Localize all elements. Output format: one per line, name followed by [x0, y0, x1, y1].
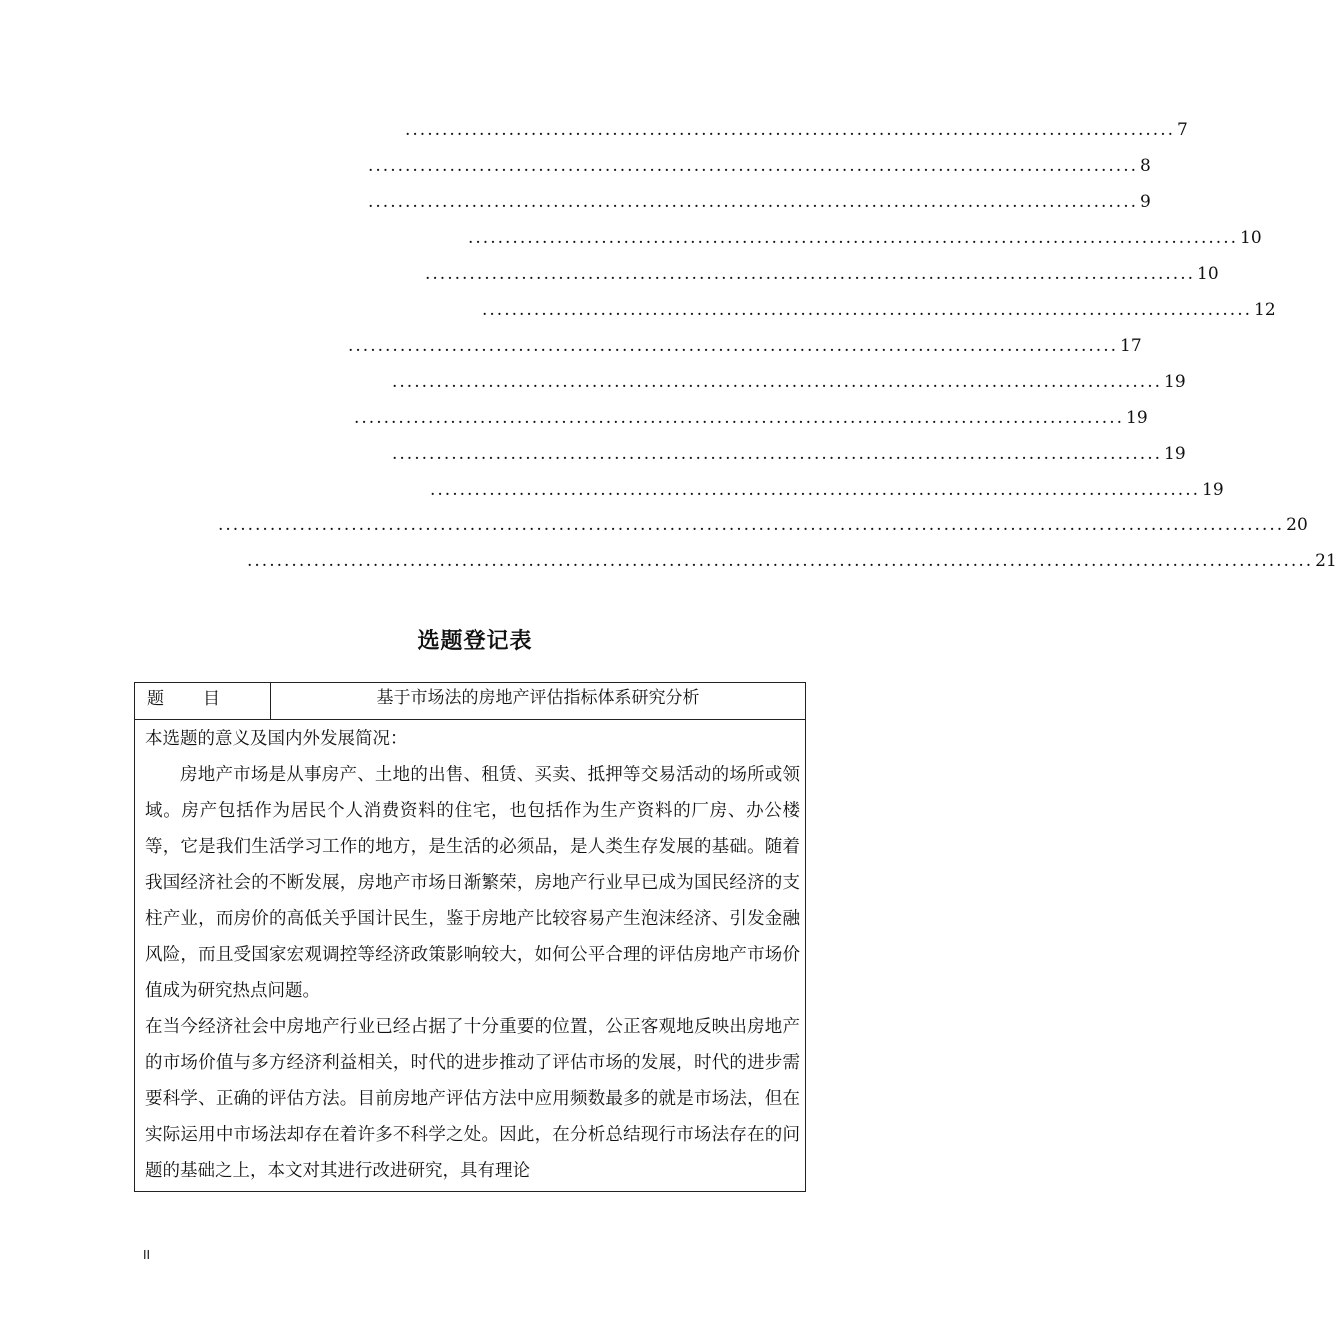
toc-entry[interactable] [482, 297, 1276, 323]
toc-leader: ........................................................................................................ [482, 300, 1252, 320]
toc-leader: ........................................................................................................ [430, 480, 1200, 500]
toc-entry[interactable] [430, 477, 1224, 503]
topic-value: 基于市场法的房地产评估指标体系研究分析 [376, 688, 700, 708]
toc-entry[interactable] [354, 405, 1148, 431]
toc-leader: ........................................................................................................ [348, 336, 1118, 356]
page-number: II [143, 1248, 151, 1262]
toc-leader: ........................................................................................................ [425, 264, 1195, 284]
toc-leader: ........................................................................................................ [368, 156, 1138, 176]
toc-page-number: 8 [1140, 156, 1151, 176]
toc-entry[interactable] [468, 225, 1262, 251]
toc-leader: ................................................................................................................................................ [247, 551, 1314, 571]
toc-page-number: 10 [1197, 264, 1219, 284]
toc-page-number: 20 [1286, 515, 1308, 535]
toc-leader: ........................................................................................................ [392, 372, 1162, 392]
toc-leader: ........................................................................................................ [468, 228, 1238, 248]
toc-page-number: 19 [1202, 480, 1224, 500]
toc-entry[interactable] [392, 369, 1186, 395]
toc-page-number: 9 [1140, 192, 1151, 212]
toc-entry[interactable] [392, 441, 1186, 467]
topic-label-char: 题 [147, 689, 164, 709]
registration-table [134, 682, 806, 1192]
toc-entry[interactable] [218, 512, 1308, 538]
significance-section [145, 721, 800, 1189]
toc-page-number: 12 [1254, 300, 1276, 320]
toc-leader: ........................................................................................................ [392, 444, 1162, 464]
toc-entry[interactable] [247, 548, 1337, 574]
topic-label-cell [135, 683, 271, 719]
form-title: 选题登记表 [417, 629, 533, 654]
paragraph: 在当今经济社会中房地产行业已经占据了十分重要的位置，公正客观地反映出房地产的市场价值与多方经济利益相关，时代的进步推动了评估市场的发展，时代的进步需要科学、正确的评估方法。目前房地产评估方法中应用频数最多的就是市场法，但在实际运用中市场法却存在着许多不科学之处。因此，在分析总结现行市场法存在的问题的基础之上，本文对其进行改进研究，具有理论 [145, 1017, 800, 1181]
toc-leader: ........................................................................................................ [368, 192, 1138, 212]
toc-entry[interactable] [425, 261, 1219, 287]
topic-label-char: 目 [203, 689, 220, 709]
toc-page-number: 19 [1164, 444, 1186, 464]
toc-leader: ........................................................................................................ [405, 120, 1175, 140]
toc-page-number: 19 [1126, 408, 1148, 428]
toc-entry[interactable] [368, 189, 1151, 215]
toc-page-number: 7 [1177, 120, 1188, 140]
toc-entry[interactable] [405, 117, 1188, 143]
paragraph: 房地产市场是从事房产、土地的出售、租赁、买卖、抵押等交易活动的场所或领域。房产包括作为居民个人消费资料的住宅，也包括作为生产资料的厂房、办公楼等，它是我们生活学习工作的地方，是生活的必须品，是人类生存发展的基础。随着我国经济社会的不断发展，房地产市场日渐繁荣，房地产行业早已成为国民经济的支柱产业，而房价的高低关乎国计民生，鉴于房地产比较容易产生泡沫经济、引发金融风险，而且受国家宏观调控等经济政策影响较大，如何公平合理的评估房地产市场价值成为研究热点问题。 [145, 765, 800, 1001]
toc-page-number: 17 [1120, 336, 1142, 356]
toc-page-number: 10 [1240, 228, 1262, 248]
toc-page-number: 21 [1315, 551, 1337, 571]
toc-entry[interactable] [368, 153, 1151, 179]
section-heading: 本选题的意义及国内外发展简况： [145, 729, 408, 749]
topic-row [135, 683, 805, 720]
toc-leader: ........................................................................................................ [354, 408, 1124, 428]
toc-entry[interactable] [348, 333, 1142, 359]
toc-leader: ................................................................................................................................................ [218, 515, 1285, 535]
toc-page-number: 19 [1164, 372, 1186, 392]
